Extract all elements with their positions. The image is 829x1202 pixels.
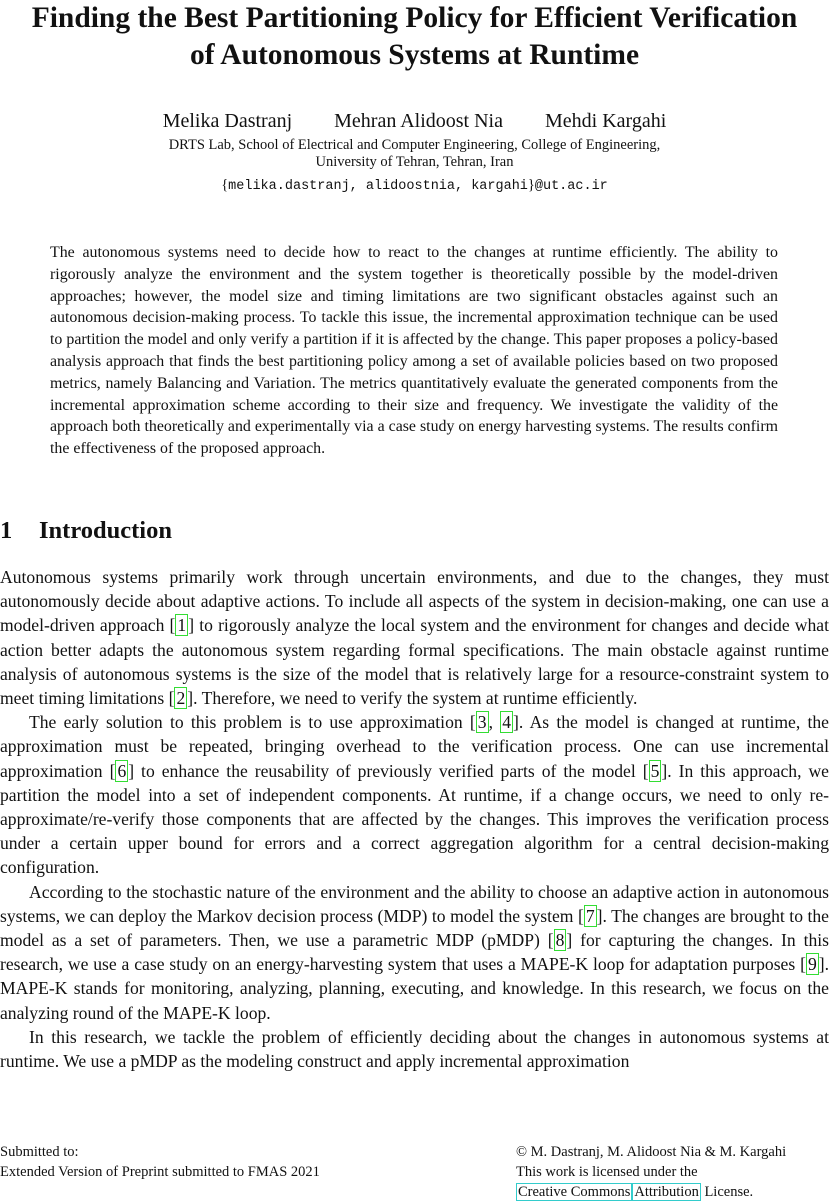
brace-close: }: [527, 177, 535, 193]
text-run: ]. MAPE-K stands for monitoring, analyzing, planning, executing, and knowledge. In this research, we focus on the analyzing round of the MAPE-K loop.: [0, 954, 829, 1023]
license-line: This work is licensed under the: [516, 1164, 698, 1180]
creative-commons-link[interactable]: Creative Commons: [518, 1184, 631, 1200]
body-text: [0, 565, 829, 1073]
citation-link[interactable]: 2: [176, 688, 186, 709]
citation-link[interactable]: 3: [477, 712, 487, 733]
title-line-2: of Autonomous Systems at Runtime: [189, 39, 640, 71]
citation-link[interactable]: 5: [650, 760, 660, 781]
text-run: ] to enhance the reusability of previously verified parts of the model [: [128, 760, 649, 781]
title-line-1: Finding the Best Partitioning Policy for Efficient Verification: [31, 2, 798, 34]
text-run: According to the stochastic nature of the environment and the ability to choose an adaptive action in autonomous systems, we can deploy the Markov decision process (MDP) to model the system [: [0, 881, 829, 926]
paragraph: [0, 710, 829, 879]
affiliation-line-2: University of Tehran, Tehran, Iran: [315, 154, 514, 170]
copyright-line: © M. Dastranj, M. Alidoost Nia & M. Kargahi: [516, 1144, 787, 1160]
citation-link[interactable]: 7: [585, 905, 595, 926]
citation-link[interactable]: 1: [177, 615, 187, 636]
paragraph: [0, 880, 829, 1025]
text-run: ]. As the model is changed at runtime, the approximation must be repeated, bringing overhead to the verification process. One can use incremental approximation [: [0, 712, 829, 781]
affiliation-line-1: DRTS Lab, School of Electrical and Computer Engineering, College of Engineering,: [168, 137, 661, 153]
paragraph: In this research, we tackle the problem of efficiently deciding about the changes in autonomous systems at runtime. We use a pMDP as the modeling construct and apply incremental approximation: [0, 1026, 829, 1072]
citation-link[interactable]: 4: [502, 712, 512, 733]
text-run: ] to rigorously analyze the local system and the environment for changes and decide what action better adapts the autonomous system regarding formal specifications. The main obstacle against runtime analysis of autonomous systems is the size of the model that is relatively large for a resource-constraint system to meet timing limitations [: [0, 615, 829, 709]
text-run: ]. Therefore, we need to verify the system at runtime efficiently.: [187, 688, 638, 709]
abstract: The autonomous systems need to decide how to react to the changes at runtime efficiently. The ability to rigorously analyze the environment and the system together is theoretically possible by the model-driven approaches; however, the model size and timing limitations are two significant obstacles against such an autonomous decision-making process. To tackle this issue, the incremental approximation technique can be used to partition the model and only verify a partition if it is affected by the change. This paper proposes a policy-based analysis approach that finds the best partitioning policy among a set of available policies based on two proposed metrics, namely Balancing and Variation. The metrics quantitatively evaluate the generated components from the incremental approximation scheme according to their size and frequency. We investigate the validity of the approach both theoretically and experimentally via a case study on energy harvesting systems. The results confirm the effectiveness of the proposed approach.: [50, 244, 778, 458]
citation-link[interactable]: 9: [807, 954, 817, 975]
citation-link[interactable]: 6: [117, 760, 127, 781]
paper-title: [0, 0, 829, 74]
section-title: Introduction: [39, 517, 172, 544]
author-emails: [0, 177, 829, 195]
submitted-label: Submitted to:: [0, 1144, 79, 1160]
email-domain: @ut.ac.ir: [534, 179, 608, 194]
text-run: Autonomous systems primarily work through uncertain environments, and due to the changes, they must autonomously decide about adaptive actions. To include all aspects of the system in decision-making, one can use a model-driven approach [: [0, 567, 829, 636]
brace-open: {: [221, 177, 229, 193]
license-suffix: License.: [700, 1184, 754, 1200]
paragraph: [0, 565, 829, 710]
author-name: Melika Dastranj: [162, 110, 293, 132]
text-run: ]. In this approach, we partition the model into a set of independent components. At runtime, if a change occurs, we need to only re-approximate/re-verify those components that are affected by the changes. This improves the verification process under a certain upper bound for errors and a correct aggregation algorithm for a central decision-making configuration.: [0, 760, 829, 878]
affiliation: [0, 137, 829, 171]
attribution-link[interactable]: Attribution: [634, 1184, 699, 1200]
section-heading: [0, 516, 172, 546]
submission-note: [0, 1142, 320, 1182]
venue-note: Extended Version of Preprint submitted to FMAS 2021: [0, 1164, 320, 1180]
author-list: [0, 109, 829, 133]
text-run: ]. The changes are brought to the model as a set of parameters. Then, we use a parametric MDP (pMDP) [: [0, 905, 829, 951]
copyright-notice: [516, 1142, 786, 1202]
author-name: Mehran Alidoost Nia: [334, 110, 503, 132]
text-run: The early solution to this problem is to use approximation [: [29, 712, 476, 733]
email-users: melika.dastranj, alidoostnia, kargahi: [228, 179, 528, 194]
section-number: 1: [0, 517, 13, 544]
text-run: ] for capturing the changes. In this research, we use a case study on an energy-harvesting system that uses a MAPE-K loop for adaptation purposes [: [0, 930, 829, 975]
citation-link[interactable]: 8: [555, 930, 565, 951]
text-run: ,: [488, 712, 501, 733]
author-name: Mehdi Kargahi: [545, 110, 667, 132]
